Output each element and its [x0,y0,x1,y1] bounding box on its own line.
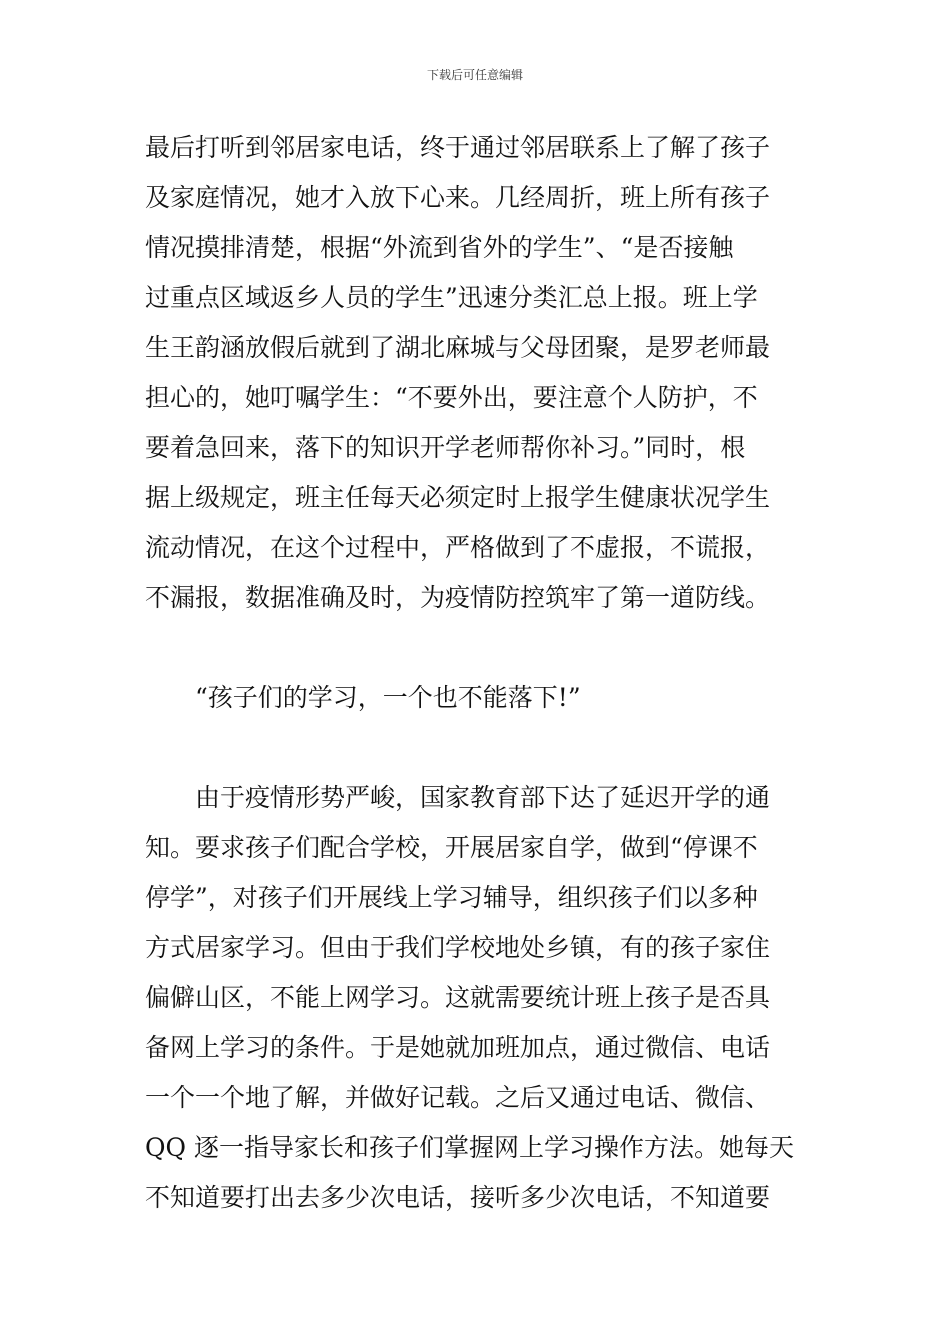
body-line-8: 据上级规定，班主任每天必须定时上报学生健康状况学生 [145,483,771,512]
body-line-20: 不知道要打出去多少次电话，接听多少次电话，不知道要 [145,1183,771,1212]
body-line-14: 停学”，对孩子们开展线上学习辅导，组织孩子们以多种 [145,883,758,912]
body-line-17: 备网上学习的条件。于是她就加班加点，通过微信、电话 [145,1033,771,1062]
section-heading: “孩子们的学习，一个也不能落下!” [195,683,581,712]
body-line-6: 担心的，她叮嘱学生：“不要外出，要注意个人防护，不 [145,383,758,412]
body-line-7: 要着急回来，落下的知识开学老师帮你补习。”同时，根 [145,433,746,462]
body-line-19: QQ 逐一指导家长和孩子们掌握网上学习操作方法。她每天 [145,1133,794,1162]
body-line-18: 一个一个地了解，并做好记载。之后又通过电话、微信、 [145,1083,771,1112]
body-line-1: 最后打听到邻居家电话，终于通过邻居联系上了解了孩子 [145,133,771,162]
body-line-16: 偏僻山区，不能上网学习。这就需要统计班上孩子是否具 [145,983,771,1012]
body-line-15: 方式居家学习。但由于我们学校地处乡镇，有的孩子家住 [145,933,771,962]
body-line-12: 由于疫情形势严峻，国家教育部下达了延迟开学的通 [195,783,771,812]
body-line-4: 过重点区域返乡人员的学生”迅速分类汇总上报。班上学 [145,283,758,312]
body-line-9: 流动情况，在这个过程中，严格做到了不虚报，不谎报， [145,533,771,562]
body-line-10: 不漏报，数据准确及时，为疫情防控筑牢了第一道防线。 [145,583,771,612]
body-line-2: 及家庭情况，她才入放下心来。几经周折，班上所有孩子 [145,183,771,212]
body-line-13: 知。要求孩子们配合学校，开展居家自学，做到“停课不 [145,833,758,862]
body-line-3: 情况摸排清楚，根据“外流到省外的学生”、“是否接触 [145,233,734,262]
body-line-5: 生王韵涵放假后就到了湖北麻城与父母团聚，是罗老师最 [145,333,771,362]
page-header: 下载后可任意编辑 [426,68,523,82]
